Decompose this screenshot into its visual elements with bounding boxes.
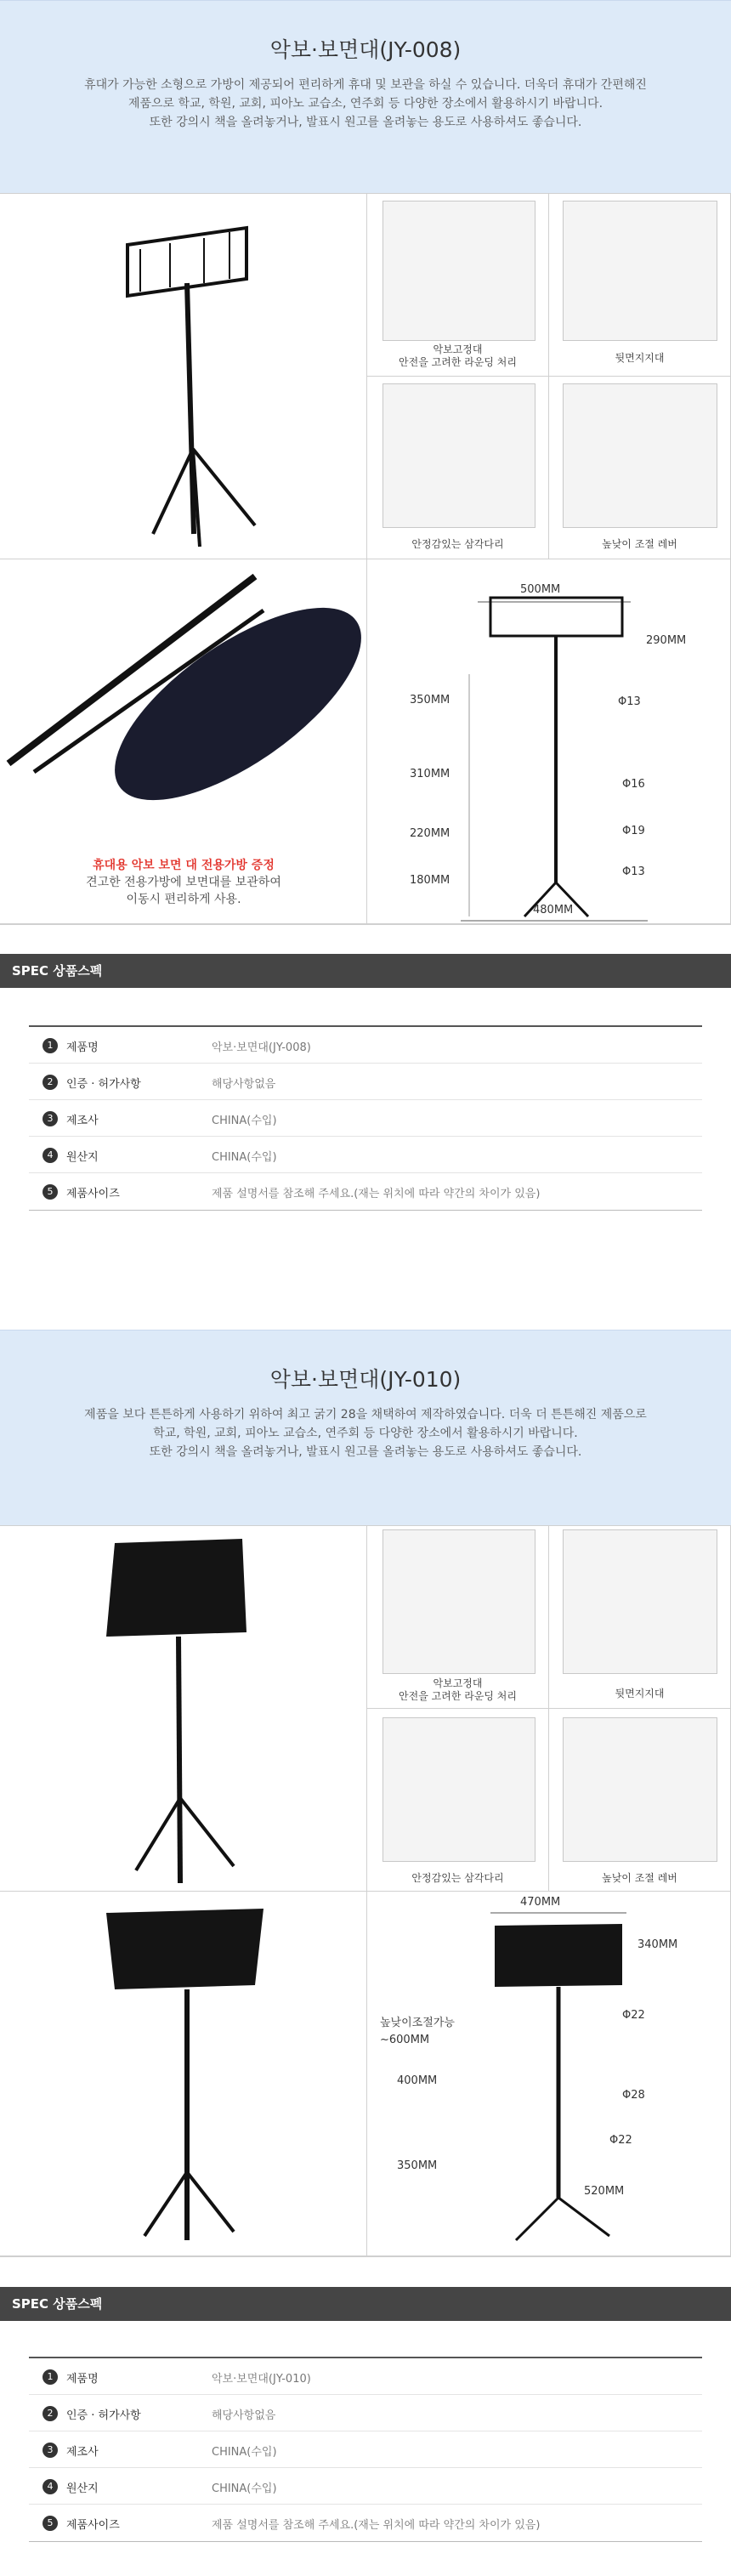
gift-text: [0, 857, 367, 908]
perforated-stand-image: [0, 1526, 367, 1892]
legs-detail: [367, 1709, 549, 1892]
stand-dimension-figure: [367, 559, 731, 925]
spec-number: 1: [42, 2369, 58, 2385]
stand-side-image: [0, 1892, 367, 2257]
spec-number: 3: [42, 1111, 58, 1126]
lever-caption: 높낮이 조절 레버: [602, 538, 677, 550]
spec-value: CHINA(수입): [212, 1151, 277, 1164]
spec-row: [29, 1100, 702, 1137]
spec-number: 5: [42, 1184, 58, 1200]
dim-seg1: 400MM: [397, 2074, 438, 2087]
main-stand-photo: [0, 194, 367, 559]
spec-label: 원산지: [66, 2482, 99, 2495]
desc-line: 휴대가 가능한 소형으로 가방이 제공되어 편리하게 휴대 및 보관을 하실 수 있습니다. 더욱더 휴대가 간편해진: [84, 78, 647, 92]
dim-base: 520MM: [584, 2185, 625, 2198]
spec-row: [29, 1173, 702, 1210]
gift-sub: 견고한 전용가방에 보면대를 보관하여: [86, 876, 281, 889]
spec-row: [29, 2431, 702, 2468]
dim-seg2: 310MM: [410, 768, 450, 780]
dim-top-width: 470MM: [520, 1896, 561, 1909]
spec-value: 해당사항없음: [212, 2409, 276, 2422]
spec-number: 4: [42, 2479, 58, 2494]
gift-headline: 휴대용 악보 보면 대 전용가방 증정: [93, 859, 275, 872]
product-header: [0, 0, 731, 193]
photo-grid: [0, 193, 731, 924]
spec-value: CHINA(수입): [212, 2482, 277, 2495]
desc-line: 또한 강의시 책을 올려놓거나, 발표시 원고를 올려놓는 용도로 사용하셔도 좋습니다.: [149, 116, 582, 129]
spec-label: 제품명: [66, 2373, 99, 2386]
photo-grid: [0, 1525, 731, 2256]
spec-value: 악보·보면대(JY-010): [212, 2373, 311, 2386]
clamp-photo: [382, 1529, 536, 1674]
caption-line: 안전을 고려한 라운딩 처리: [399, 356, 517, 368]
lever-photo: [563, 1717, 717, 1862]
lever-caption: 높낮이 조절 레버: [602, 1872, 677, 1884]
dim-seg3: 220MM: [410, 827, 450, 840]
clamp-caption: [367, 343, 548, 369]
dim-d3: Φ22: [609, 2134, 632, 2147]
spec-row: [29, 2358, 702, 2395]
product-section-jy008: [0, 0, 731, 1200]
legs-photo: [382, 383, 536, 528]
spec-number: 4: [42, 1148, 58, 1163]
dimension-drawing: [367, 559, 731, 925]
clamp-photo: [382, 201, 536, 341]
spec-number: 2: [42, 1075, 58, 1090]
dim-d2: Φ16: [622, 778, 645, 791]
folding-stand-image: [0, 194, 367, 559]
clamp-caption: [367, 1677, 548, 1703]
product-description: [0, 76, 731, 132]
spec-label: 제품사이즈: [66, 2519, 120, 2532]
dim-desk-height: 290MM: [646, 634, 687, 647]
spec-label: 제품사이즈: [66, 1188, 120, 1200]
spec-bar: SPEC 상품스펙: [0, 954, 731, 988]
spec-number: 2: [42, 2406, 58, 2421]
spec-label: 제조사: [66, 2446, 99, 2459]
bag-photo-cell: [0, 559, 367, 925]
desc-line: 제품으로 학교, 학원, 교회, 피아노 교습소, 연주회 등 다양한 장소에서 활용하시기 바랍니다.: [128, 97, 604, 111]
dim-adjust: [380, 2015, 455, 2049]
legs-photo: [382, 1717, 536, 1862]
dim-d2: Φ28: [622, 2089, 645, 2102]
spec-label: 제조사: [66, 1115, 99, 1127]
spec-value: 제품 설명서를 참조해 주세요.(재는 위치에 따라 약간의 차이가 있음): [212, 2519, 541, 2532]
back-support-photo: [563, 1529, 717, 1674]
back-support-detail: [549, 1526, 731, 1709]
legs-caption: 안정감있는 삼각다리: [411, 1872, 504, 1884]
spec-value: 해당사항없음: [212, 1078, 276, 1091]
spec-label: 제품명: [66, 1041, 99, 1054]
carry-bag-image: [0, 559, 367, 840]
desc-line: 학교, 학원, 교회, 피아노 교습소, 연주회 등 다양한 장소에서 활용하시기 바랍니다.: [153, 1427, 578, 1440]
spec-row: [29, 1064, 702, 1100]
back-support-photo: [563, 201, 717, 341]
clamp-detail: [367, 1526, 549, 1709]
dim-desk-height: 340MM: [638, 1938, 678, 1951]
product-header: [0, 1330, 731, 1525]
dim-adjust-line: 높낮이조절가능: [380, 2017, 455, 2029]
dim-seg2: 350MM: [397, 2159, 438, 2172]
stand-side-photo-cell: [0, 1892, 367, 2257]
gift-sub: 이동시 편리하게 사용.: [126, 893, 241, 906]
lever-photo: [563, 383, 717, 528]
dim-seg1: 350MM: [410, 694, 450, 706]
spec-row: [29, 2505, 702, 2541]
spec-number: 1: [42, 1038, 58, 1053]
product-title: 악보·보면대(JY-010): [269, 1367, 462, 1392]
spec-table: [29, 2357, 702, 2542]
legs-caption: 안정감있는 삼각다리: [411, 538, 504, 550]
spec-value: CHINA(수입): [212, 1115, 277, 1127]
spec-table: [29, 1025, 702, 1211]
caption-line: 악보고정대: [433, 1677, 483, 1689]
product-section-jy010: [0, 1330, 731, 2532]
caption-line: 악보고정대: [433, 343, 483, 355]
dim-d1: Φ22: [622, 2009, 645, 2022]
spec-value: 악보·보면대(JY-008): [212, 1041, 311, 1054]
dim-top-width: 500MM: [520, 583, 561, 596]
spec-row: [29, 1137, 702, 1173]
clamp-detail: [367, 194, 549, 377]
spec-number: 5: [42, 2516, 58, 2531]
spec-row: [29, 2395, 702, 2431]
dim-d3: Φ19: [622, 825, 645, 837]
legs-detail: [367, 377, 549, 559]
spec-value: CHINA(수입): [212, 2446, 277, 2459]
spec-value: 제품 설명서를 참조해 주세요.(재는 위치에 따라 약간의 차이가 있음): [212, 1188, 541, 1200]
desc-line: 또한 강의시 책을 올려놓거나, 발표시 원고를 올려놓는 용도로 사용하셔도 좋습니다.: [149, 1445, 582, 1459]
spec-label: 인증 · 허가사항: [66, 2409, 141, 2422]
back-support-detail: [549, 194, 731, 377]
lever-detail: [549, 1709, 731, 1892]
dim-d4: Φ13: [622, 865, 645, 878]
spec-label: 인증 · 허가사항: [66, 1078, 141, 1091]
spec-bar: SPEC 상품스펙: [0, 2287, 731, 2321]
product-description: [0, 1405, 731, 1461]
dim-seg4: 180MM: [410, 874, 450, 887]
spec-label: 원산지: [66, 1151, 99, 1164]
spec-number: 3: [42, 2443, 58, 2458]
desc-line: 제품을 보다 튼튼하게 사용하기 위하여 최고 굵기 28을 채택하여 제작하였습니다. 더욱 더 튼튼해진 제품으로: [84, 1408, 647, 1421]
dim-adjust-line: ~600MM: [380, 2034, 430, 2046]
dim-d1: Φ13: [618, 695, 641, 708]
main-stand-photo: [0, 1526, 367, 1892]
spec-row: [29, 2468, 702, 2505]
product-title: 악보·보면대(JY-008): [269, 37, 462, 62]
dimension-drawing: [367, 1892, 731, 2257]
dim-base: 480MM: [533, 904, 574, 916]
caption-line: 안전을 고려한 라운딩 처리: [399, 1690, 517, 1702]
back-caption: 뒷면지지대: [615, 1688, 665, 1699]
spec-row: [29, 1027, 702, 1064]
lever-detail: [549, 377, 731, 559]
back-caption: 뒷면지지대: [615, 352, 665, 364]
